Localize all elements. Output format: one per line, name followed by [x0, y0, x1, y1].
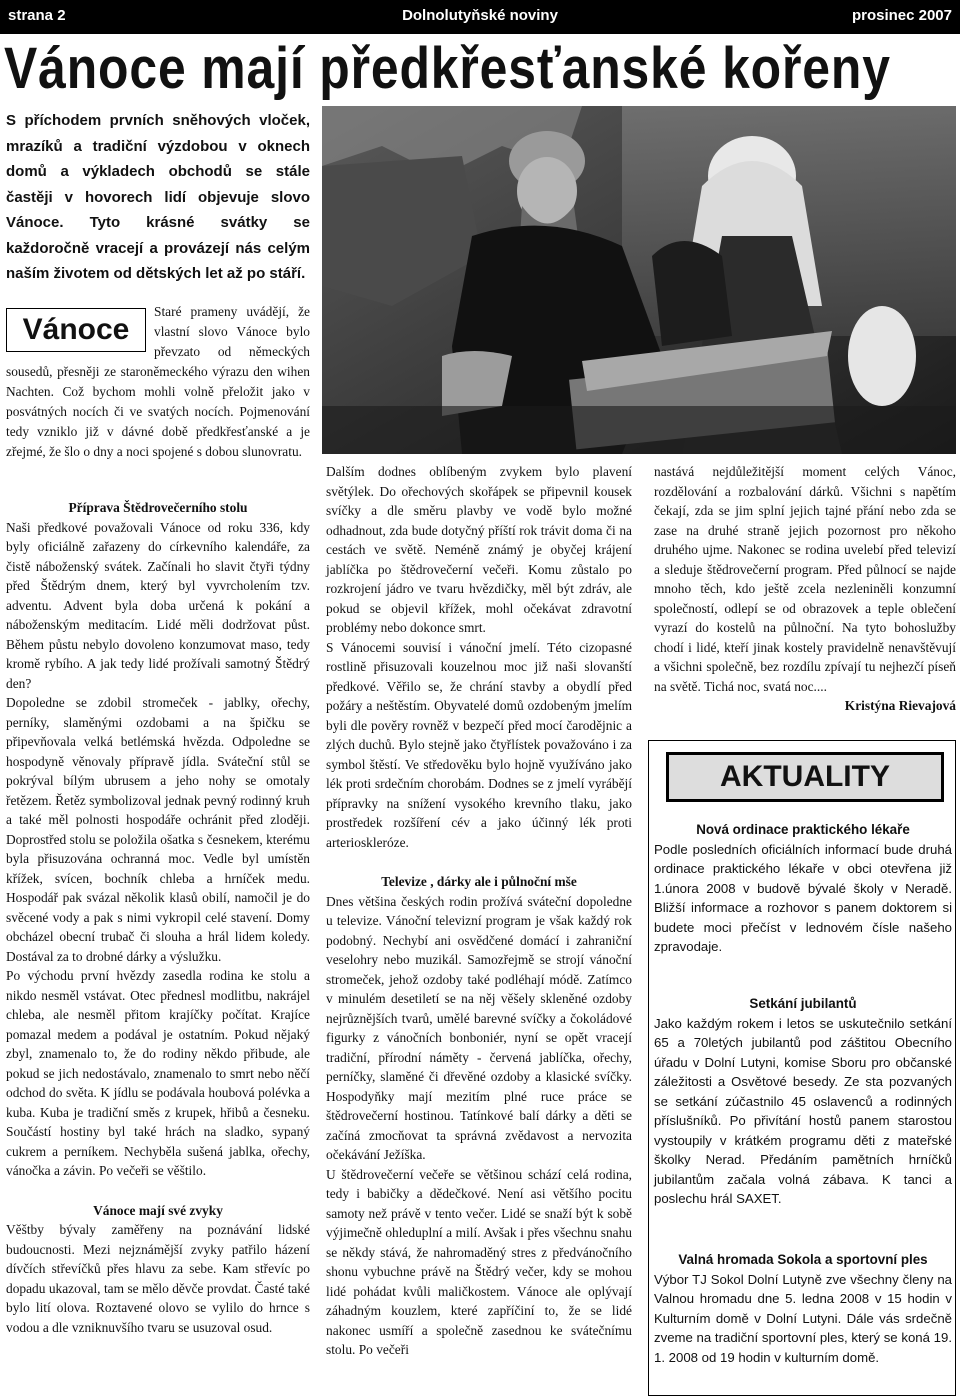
newspaper-name: Dolnolutyňské noviny — [402, 7, 558, 24]
intro-paragraph: Staré prameny uvádějí, že vlastní slovo Vánoce bylo převzato od německých sousedů, přesněji ze staroněmeckého výrazu den wihen Nachten. Což bychom mohli volně přeložit jako v posvátných nocích či ve svatých nocích. Pojmenování tedy vzniklo již v dávné době předkřesťanské a je zřejmé, že šlo o dny a noci spojené s dobou slunovratu. — [6, 304, 310, 459]
section-title-zvyky: Vánoce mají své zvyky — [93, 1202, 223, 1218]
pull-word-box: Vánoce — [6, 308, 146, 352]
news-sidebar-title: AKTUALITY — [666, 752, 944, 802]
paragraph: Naši předkové považovali Vánoce od roku 336, kdy byly oficiálně zařazeny do církevního kalendáře, za čistě náboženský svátek. Začínali ho slavit čtyři týdny před Štědrým dnem, který byl vyvrcholením tzv. adventu. Advent byla doba určená k pokání a náboženským meditacím. Lidé měli dodržovat půst. Během půstu nebylo dovoleno konzumovat maso, tedy kromě rybího. A jak tedy lidé prožívali samotný Štědrý den? — [6, 519, 310, 691]
paragraph: Věštby bývaly zaměřeny na poznávání lidské budoucnosti. Mezi nejznámější zvyky patřilo házení dívčích střevíčků přes hlavu za sebe. Kam střevíc po dopadu ukazoval, tam se mělo děvče provdat. Časté také bylo lití olova. Roztavené olovo se vylilo do hrnce s vodou a dle vzniknuvšího tvaru se usuzoval osud. — [6, 1222, 310, 1335]
article-headline: Vánoce mají předkřesťanské kořeny — [4, 36, 891, 101]
news-item-jubilanti — [654, 994, 952, 1209]
page-header-bar — [0, 0, 960, 34]
article-column-1 — [6, 498, 310, 1337]
paragraph: nastává nejdůležitější moment celých Vánoc, rozdělování a rozbalování dárků. Všichni s napětím čekají, zda se jim splní jejich tajné přání nebo zda se zase na druhé straně jejich pozornost pro někoho druhého ujme. Nakonec se rodina uvelebí před televizí a sleduje štědrovečerní program. Před půlnocí se najde mnoho těch, kdo ještě zcela nezleniněli konzumní společností, odlepí se od obrazovek a teple oblečení vyrazí do kostelů na půlnoční. Na tyto bohoslužby chodí i lidé, kteří jinak kostely pravidelně nenavštěvují a všichni společně, bez rozdílu zpívají tu nejhezčí píseň na světě. Tichá noc, svatá noc.... — [654, 464, 956, 694]
paragraph: Dnes většina českých rodin prožívá sváteční dopoledne u televize. Vánoční televizní program je však každý rok podobný. Nechybí ani osvědčené domácí i zahraniční veselohry nebo muzikál. Samozřejmě se strojí vánoční stromeček, jehož ozdoby také podléhají módě. Zatímco v minulém desetiletí se na něj věšely skleněné ozdoby nejrůznějších tvarů, umělé barevné svíčky a čokoládové figurky z vánočních bonboniér, nyní se opět vracejí tradiční, přírodní náměty - červená jablíčka, ořechy, perníčky, slaměné či dřevěné ozdoby a klasické svíčky. Hospodyňky mají mezitím plné ruce práce se štědrovečerní hostinou. Tatínkové balí dárky a děti se začíná zmocňovat ta správná zvědavost a nervozita očekávání Ježíška. — [326, 893, 632, 1162]
paragraph: U štědrovečerní večeře se většinou schází celá rodina, tedy i babičky a dědečkové. Není asi většího pocitu samoty než právě v tento večer. Lidé se snaží být k sobě výjimečně ohleduplní a milí. Avšak i přes všechnu snahu se někdy stává, že nahromaděný stres z předvánočního shonu vybuchne právě na Štědrý večer, kdy se mohou lidé pohádat kvůli maličkostem. Vánoce ale oplývají záhadným kouzlem, které zapříčiní to, že se lidé nakonec usmíří a společně zasednou ke svátečnímu stolu. Po večeři — [326, 1166, 632, 1357]
news-item-text: Výbor TJ Sokol Dolní Lutyně zve všechny členy na Valnou hromadu dne 5. ledna 2008 v 15 hodin v Kulturním domě v Dolní Lutyni. Dále vás srdečně zveme na tradiční sportovní ples, který se koná 19. 1. 2008 od 19 hodin v kulturním domě. — [654, 1271, 952, 1365]
paragraph: Dalším dodnes oblíbeným zvykem bylo plavení světýlek. Do ořechových skořápek se připevnil kousek svíčky a dle směru plavby ve vodě bylo možné odhadnout, zda bude dotyčný příští rok trávit doma či na cestách ve světě. Neméně známý je obyčej krájení jablíčka po štědrovečerní večeři. Komu zůstalo po rozkrojení jádro ve tvaru hvězdičky, měl být zdráv, ale pokud se objevil křížek, mohl očekávat zdravotní problémy nebo dokonce smrt. — [326, 464, 632, 635]
page-number: strana 2 — [8, 7, 66, 24]
news-item-title: Setkání jubilantů — [749, 996, 857, 1011]
news-item-text: Podle posledních oficiálních informací bude druhá ordinace praktického lékaře v obci otevřena již 1.února 2008 v budově bývalé školy v Neradě. Bližší informace a rozhovor s panem doktorem si budete moci přečíst v lednovém čísle našeho zpravodaje. — [654, 841, 952, 954]
issue-date: prosinec 2007 — [851, 7, 952, 24]
section-title-stul: Příprava Štědrovečerního stolu — [68, 500, 248, 515]
article-column-3 — [654, 462, 956, 716]
section-title-televize: Televize , dárky ale i půlnoční mše — [381, 874, 577, 889]
news-item-title: Nová ordinace praktického lékaře — [696, 822, 910, 837]
nativity-scene-photo — [322, 106, 956, 454]
news-item-ordinace — [654, 820, 952, 957]
paragraph: S Vánocemi souvisí i vánoční jmelí. Této cizopasné rostlině přisuzovali kouzelnou moc již naši slovanští předkové. Věřilo se, že chrání stavby a obydlí před požáry a neštěstím. Obyvatelé domů ozdobeným jmelím byli dle pověry rovněž v bezpečí před mocí čarodějnic a zlých duchů. Bylo stejně jako čtyřlístek považováno i za symbol štěstí. Ve středověku bylo hojně využíváno jako lék proti srdečním chorobám. Dodnes se z jmelí vyrábějí přípravky na snížení vysokého krevního tlaku, jako prostředek rozšíření cév a jako účinný lék proti arterioskleróze. — [326, 639, 632, 850]
paragraph: Dopoledne se zdobil stromeček - jablky, ořechy, perníky, slaměnými ozdobami a na špičku se připevňovala velká betlémská hvězda. Odpoledne se hospodyně věnovaly přípravě jídla. Sváteční stůl se pokrýval bílým ubrusem a jeho nohy se omotaly řetězem. Řetěz symbolizoval jednak pevný rodinný kruh a také měl polnosti hospodáře ochránit před zloději. Doprostřed stolu se položila ošatka s česnekem, kterému byla přisuzována ochranná moc. Vedle byl umístěn křížek, svícen, bochník chleba a hrníček medu. Hospodář pak svázal několik klasů obilí, namočil je do svěcené vody a pak s nimi vykropil celé stavení. Domy obcházel obecní trubač či slouha a hrál lidem koledy. Dostával za to drobné dárky a výslužku. — [6, 695, 310, 964]
article-lead: S příchodem prvních sněhových vloček, mrazíků a tradiční výzdobou v oknech domů a výkladech obchodů se stále častěji v hovorech lidí objevuje slovo Vánoce. Tyto krásné svátky se každoročně vracejí a provázejí nás celým naším životem od dětských let až po stáří. — [6, 112, 310, 282]
news-item-sokol — [654, 1250, 952, 1367]
nativity-photo-illustration — [322, 106, 956, 454]
paragraph: Po východu první hvězdy zasedla rodina ke stolu a nikdo nesměl vstávat. Otec přednesl modlitbu, nakrájel chleba, ale nesměl přitom krajíčky počítat. Krajíce pomazal medem a podával je ostatním. Pokud nějaký zbyl, znamenalo to, že do rodiny někdo přibude, ale pokud se jich nedostávalo, znamenalo to smrt nebo něčí odchod do světa. K jídlu se podávala houbová polévka a kuba. Kuba je tradiční směs z krupek, hřibů a česneku. Součástí hostiny byl také hrách na sladko, sypaný cukrem a perníkem. Nechyběla sušená jablka, ořechy, vánočka a závin. Po večeři se věštilo. — [6, 968, 310, 1178]
article-intro — [6, 302, 310, 462]
news-item-text: Jako každým rokem i letos se uskutečnilo setkání 65 a 70letých jubilantů pod záštitou Obecního úřadu v Dolní Lutyni, komise Sboru pro občanské záležitosti a Osvětové besedy. Ze sta pozvaných se setkání zúčastnilo 45 oslavenců a rodinných příslušníků. Po přivítání hostů panem starostou vystoupily v krátkém programu děti z mateřské školky Nerad. Předáním pamětních hrníčků jubilantům začala volná zábava. K tanci a poslechu hrál SAXET. — [654, 1015, 952, 1206]
article-column-2 — [326, 462, 632, 1360]
news-item-title: Valná hromada Sokola a sportovní ples — [678, 1252, 928, 1267]
article-author: Kristýna Rievajová — [844, 698, 956, 713]
